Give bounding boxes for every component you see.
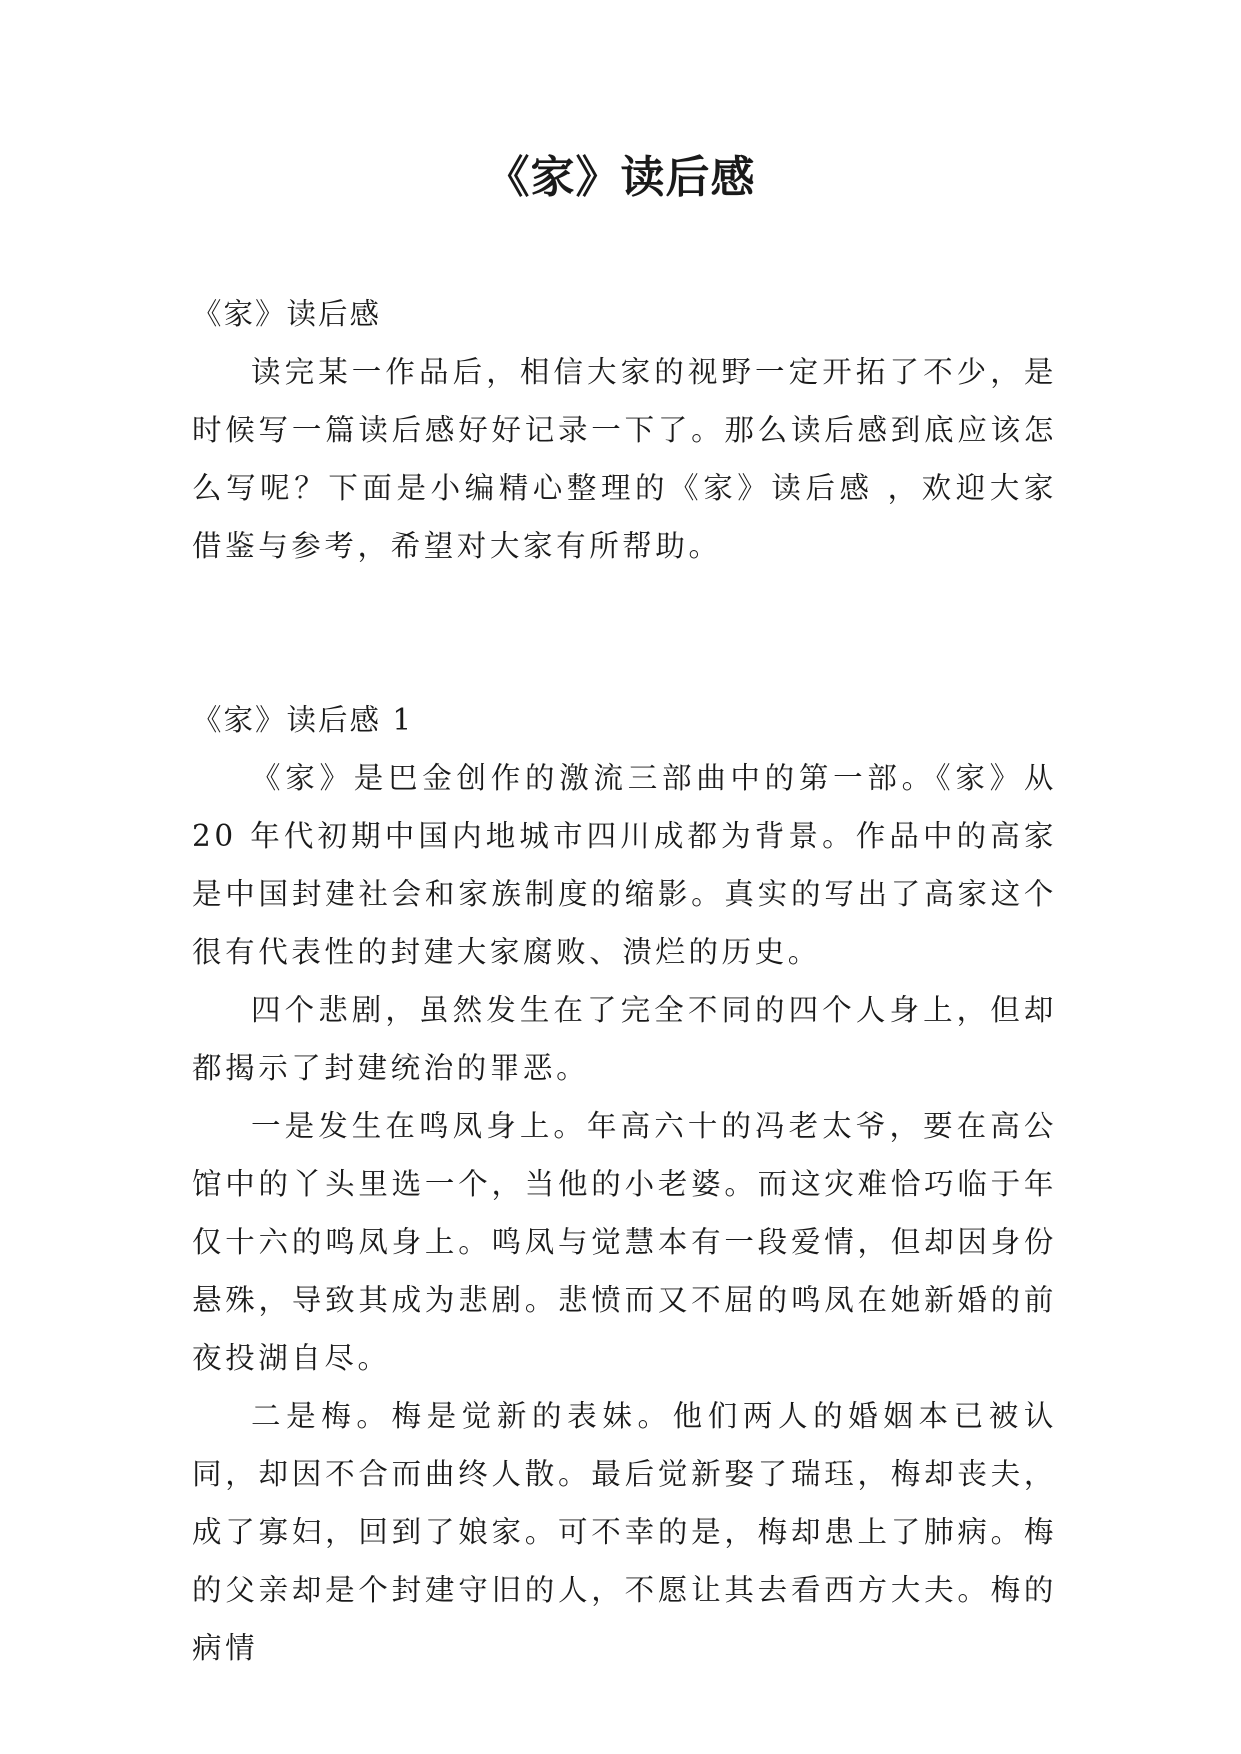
intro-paragraph: 读完某一作品后，相信大家的视野一定开拓了不少，是时候写一篇读后感好好记录一下了。那么读后感到底应该怎么写呢？下面是小编精心整理的《家》读后感 ，欢迎大家借鉴与参考，希望对大家有所帮助。: [192, 355, 1057, 563]
document-title: 《家》读后感: [485, 152, 756, 203]
section-heading: 《家》读后感 1: [192, 703, 414, 737]
body-paragraph: 二是梅。梅是觉新的表妹。他们两人的婚姻本已被认同，却因不合而曲终人散。最后觉新娶了瑞珏，梅却丧夫，成了寡妇，回到了娘家。可不幸的是，梅却患上了肺病。梅的父亲却是个封建守旧的人，不愿让其去看西方大夫。梅的病情: [192, 1399, 1057, 1665]
body-paragraph: 《家》是巴金创作的激流三部曲中的第一部。《家》从 20 年代初期中国内地城市四川成都为背景。作品中的高家是中国封建社会和家族制度的缩影。真实的写出了高家这个很有代表性的封建大家腐败、溃烂的历史。: [192, 761, 1057, 969]
body-paragraph: 四个悲剧，虽然发生在了完全不同的四个人身上，但却都揭示了封建统治的罪恶。: [192, 993, 1057, 1085]
intro-heading: 《家》读后感: [192, 297, 382, 331]
body-paragraph: 一是发生在鸣凤身上。年高六十的冯老太爷，要在高公馆中的丫头里选一个，当他的小老婆。而这灾难恰巧临于年仅十六的鸣凤身上。鸣凤与觉慧本有一段爱情，但却因身份悬殊，导致其成为悲剧。悲愤而又不屈的鸣凤在她新婚的前夜投湖自尽。: [192, 1109, 1057, 1375]
document-body: [192, 285, 1057, 1677]
